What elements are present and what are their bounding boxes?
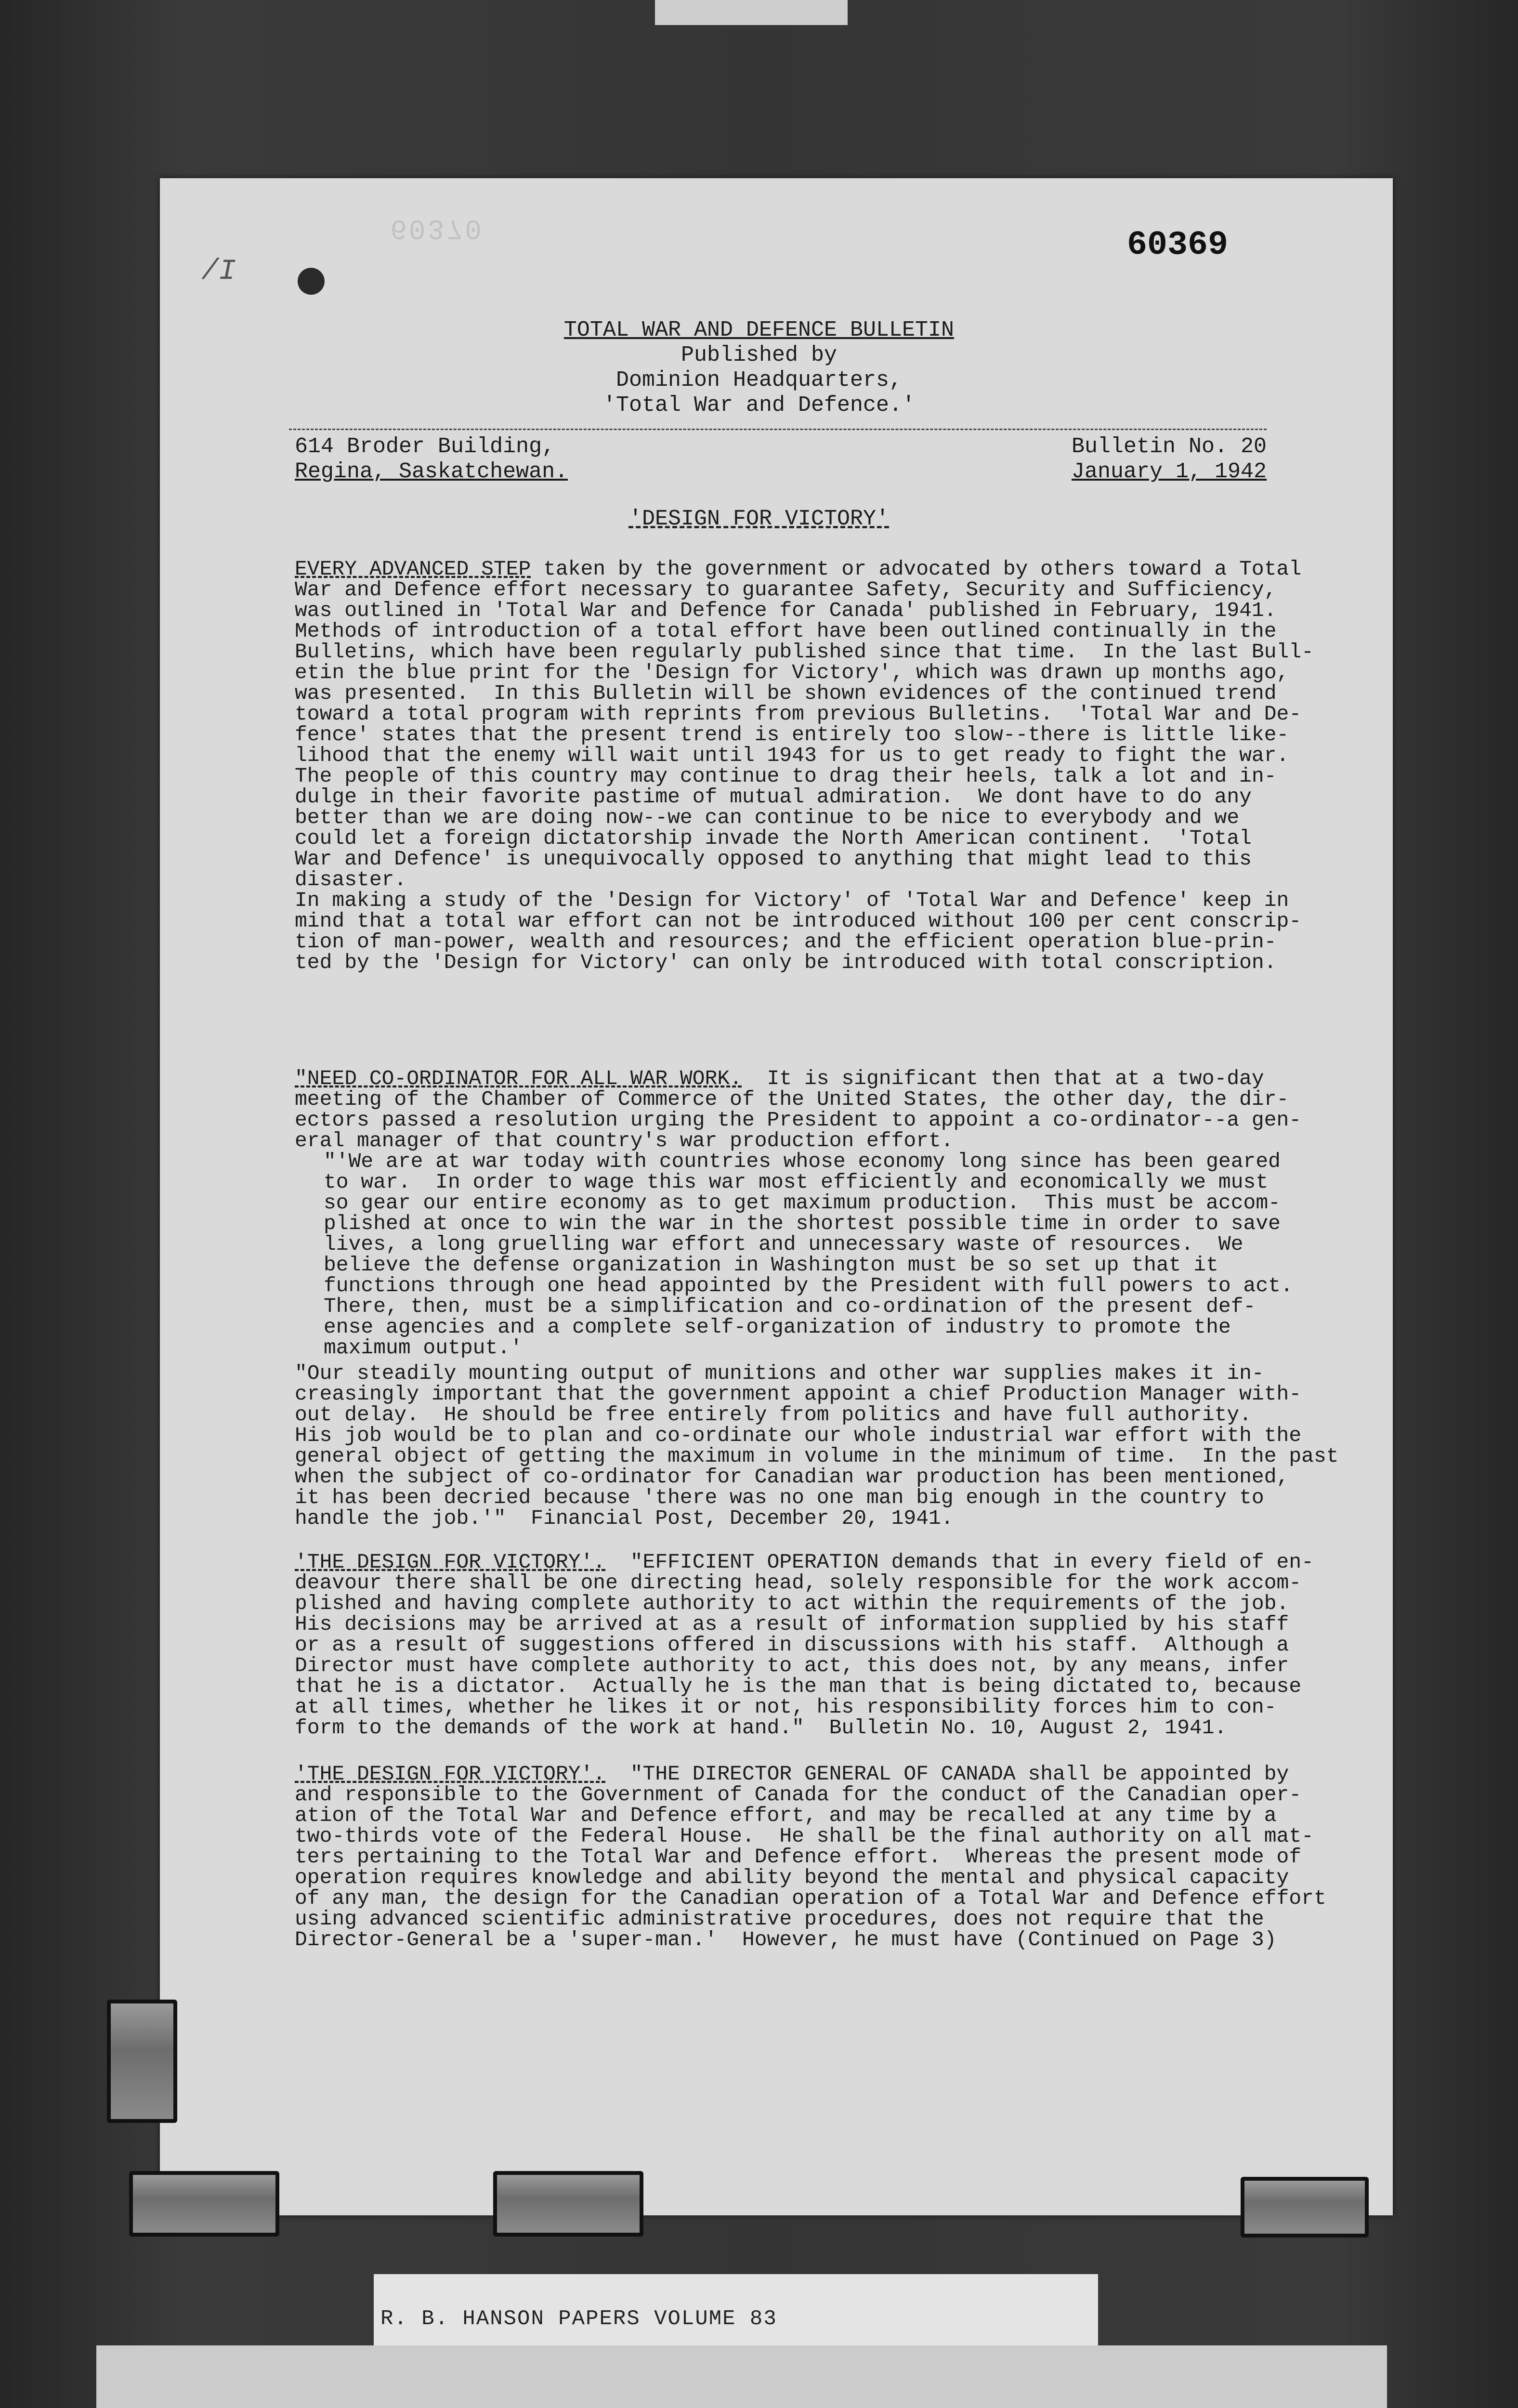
- text-line: operation requires knowledge and ability beyond the mental and physical capacity: [295, 1866, 1289, 1889]
- paragraph-4-lead: 'THE DESIGN FOR VICTORY'.: [295, 1550, 606, 1574]
- text-line: was outlined in 'Total War and Defence for Canada' published in February, 1941.: [295, 599, 1277, 622]
- text-line: could let a foreign dictatorship invade the North American continent. 'Total: [295, 826, 1252, 850]
- text-line: The people of this country may continue to drag their heels, talk a lot and in-: [295, 764, 1277, 788]
- address-line-2: Regina, Saskatchewan.: [295, 459, 568, 484]
- text-line: Director-General be a 'super-man.' However, he must have (Continued on Page 3): [295, 1928, 1277, 1951]
- text-line: that he is a dictator. Actually he is the man that is being dictated to, because: [295, 1675, 1302, 1698]
- text-line: lives, a long gruelling war effort and unnecessary waste of resources. We: [324, 1232, 1243, 1256]
- paragraph-2: [295, 1068, 1301, 1151]
- bulletin-date: January 1, 1942: [1072, 459, 1267, 484]
- text-line: to war. In order to wage this war most efficiently and economically we must: [324, 1170, 1269, 1194]
- left-binder-clip: [107, 2000, 177, 2123]
- text-line: handle the job.'" Financial Post, December 20, 1941.: [295, 1506, 954, 1530]
- text-line: ation of the Total War and Defence effort, and may be recalled at any time by a: [295, 1804, 1277, 1827]
- text-line: Methods of introduction of a total effort have been outlined continually in the: [295, 619, 1277, 643]
- paragraph-3: [295, 1363, 1339, 1529]
- paragraph-5-lead: 'THE DESIGN FOR VICTORY'.: [295, 1762, 606, 1786]
- text-line: deavour there shall be one directing head, solely responsible for the work accom-: [295, 1571, 1302, 1595]
- handwritten-mark: /I: [201, 255, 236, 288]
- text-line: toward a total program with reprints from previous Bulletins. 'Total War and De-: [295, 702, 1302, 726]
- masthead-organization: 'Total War and Defence.': [602, 393, 916, 418]
- text-line: taken by the government or advocated by others toward a Total: [531, 557, 1302, 581]
- faint-bleed-number: 60370: [390, 212, 484, 243]
- text-line: maximum output.': [324, 1336, 523, 1360]
- bottom-right-clip: [1241, 2177, 1369, 2238]
- text-line: eral manager of that country's war production effort.: [295, 1129, 954, 1152]
- paragraph-4: [295, 1552, 1314, 1738]
- text-line: fence' states that the present trend is entirely too slow--there is little like-: [295, 723, 1289, 746]
- volume-label: R. B. HANSON PAPERS VOLUME 83: [380, 2307, 777, 2331]
- paragraph-5: [295, 1764, 1326, 1950]
- paragraph-1: [295, 559, 1314, 973]
- top-tab: [655, 0, 848, 25]
- text-line: or as a result of suggestions offered in discussions with his staff. Although a: [295, 1633, 1289, 1657]
- text-line: lihood that the enemy will wait until 1943 for us to get ready to fight the war.: [295, 744, 1289, 767]
- text-line: Bulletins, which have been regularly published since that time. In the last Bull-: [295, 640, 1314, 664]
- text-line: so gear our entire economy as to get maximum production. This must be accom-: [324, 1191, 1281, 1215]
- paragraph-2-lead: "NEED CO-ORDINATOR FOR ALL WAR WORK.: [295, 1067, 742, 1090]
- text-line: plished and having complete authority to act within the requirements of the job.: [295, 1592, 1289, 1615]
- text-line: It is significant then that at a two-day: [742, 1067, 1264, 1090]
- text-line: His job would be to plan and co-ordinate our whole industrial war effort with the: [295, 1424, 1302, 1447]
- masthead-published-by: Published by: [680, 343, 838, 367]
- bulletin-masthead: TOTAL WAR AND DEFENCE BULLETIN: [563, 318, 955, 342]
- text-line: plished at once to win the war in the shortest possible time in order to save: [324, 1212, 1281, 1235]
- text-line: War and Defence' is unequivocally opposed to anything that might lead to this: [295, 847, 1252, 871]
- document-title: 'DESIGN FOR VICTORY': [628, 507, 890, 531]
- text-line: ectors passed a resolution urging the President to appoint a co-ordinator--a gen-: [295, 1108, 1302, 1132]
- page-number: 60369: [1127, 226, 1229, 264]
- text-line: of any man, the design for the Canadian operation of a Total War and Defence effort: [295, 1886, 1326, 1910]
- text-line: was presented. In this Bulletin will be shown evidences of the continued trend: [295, 681, 1277, 705]
- bulletin-number: Bulletin No. 20: [1072, 434, 1267, 459]
- text-line: it has been decried because 'there was no one man big enough in the country to: [295, 1486, 1264, 1509]
- header-divider: [289, 429, 1267, 430]
- text-line: His decisions may be arrived at as a result of information supplied by his staff: [295, 1612, 1289, 1636]
- paragraph-1-lead: EVERY ADVANCED STEP: [295, 557, 531, 581]
- text-line: There, then, must be a simplification and co-ordination of the present def-: [324, 1295, 1256, 1318]
- text-line: War and Defence effort necessary to guarantee Safety, Security and Sufficiency,: [295, 578, 1277, 602]
- text-line: mind that a total war effort can not be introduced without 100 per cent conscrip-: [295, 909, 1302, 933]
- text-line: Director must have complete authority to act, this does not, by any means, infer: [295, 1654, 1289, 1677]
- text-line: believe the defense organization in Washington must be so set up that it: [324, 1253, 1218, 1277]
- text-line: better than we are doing now--we can continue to be nice to everybody and we: [295, 806, 1240, 829]
- text-line: ted by the 'Design for Victory' can only be introduced with total conscription.: [295, 951, 1277, 974]
- bottom-left-clip: [129, 2171, 279, 2237]
- archives-card: [96, 2345, 1387, 2408]
- address-line-1: 614 Broder Building,: [295, 434, 555, 459]
- text-line: functions through one head appointed by the President with full powers to act.: [324, 1274, 1293, 1297]
- text-line: ters pertaining to the Total War and Defence effort. Whereas the present mode of: [295, 1845, 1302, 1869]
- text-line: using advanced scientific administrative procedures, does not require that the: [295, 1907, 1264, 1931]
- text-line: when the subject of co-ordinator for Canadian war production has been mentioned,: [295, 1465, 1289, 1489]
- text-line: ense agencies and a complete self-organization of industry to promote the: [324, 1315, 1231, 1339]
- bottom-center-clip: [493, 2171, 643, 2237]
- text-line: "'We are at war today with countries whose economy long since has been geared: [324, 1150, 1281, 1173]
- text-line: two-thirds vote of the Federal House. He shall be the final authority on all mat-: [295, 1824, 1314, 1848]
- text-line: out delay. He should be free entirely from politics and have full authority.: [295, 1403, 1252, 1426]
- text-line: "Our steadily mounting output of munitions and other war supplies makes it in-: [295, 1361, 1264, 1385]
- text-line: form to the demands of the work at hand." Bulletin No. 10, August 2, 1941.: [295, 1716, 1227, 1740]
- text-line: "THE DIRECTOR GENERAL OF CANADA shall be appointed by: [605, 1762, 1289, 1786]
- text-line: tion of man-power, wealth and resources; and the efficient operation blue-prin-: [295, 930, 1277, 954]
- text-line: creasingly important that the government appoint a chief Production Manager with-: [295, 1382, 1302, 1406]
- punch-hole: [298, 268, 325, 295]
- text-line: and responsible to the Government of Canada for the conduct of the Canadian oper-: [295, 1783, 1302, 1806]
- text-line: etin the blue print for the 'Design for Victory', which was drawn up months ago,: [295, 661, 1289, 684]
- text-line: disaster.: [295, 868, 407, 891]
- quoted-resolution: [324, 1151, 1293, 1358]
- text-line: "EFFICIENT OPERATION demands that in every field of en-: [605, 1550, 1314, 1574]
- text-line: general object of getting the maximum in volume in the minimum of time. In the past: [295, 1444, 1339, 1468]
- masthead-headquarters: Dominion Headquarters,: [615, 368, 903, 393]
- text-line: In making a study of the 'Design for Victory' of 'Total War and Defence' keep in: [295, 889, 1289, 912]
- text-line: at all times, whether he likes it or not, his responsibility forces him to con-: [295, 1695, 1277, 1719]
- text-line: meeting of the Chamber of Commerce of the United States, the other day, the dir-: [295, 1087, 1289, 1111]
- text-line: dulge in their favorite pastime of mutual admiration. We dont have to do any: [295, 785, 1252, 809]
